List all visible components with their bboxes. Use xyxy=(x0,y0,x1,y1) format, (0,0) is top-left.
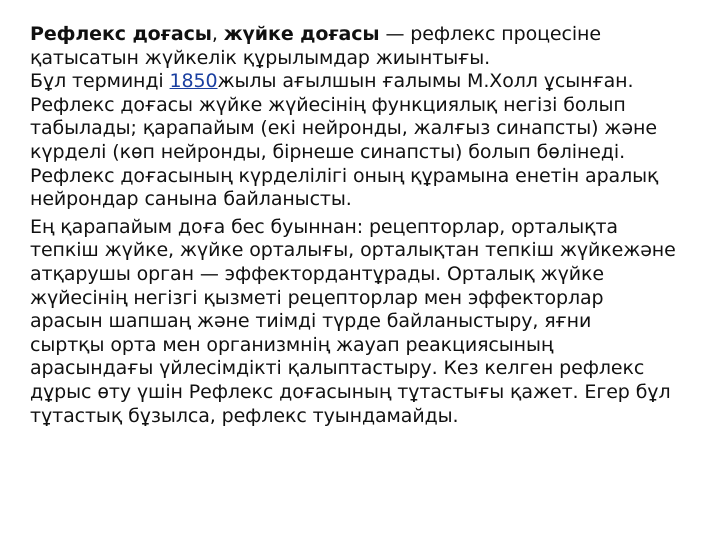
text-line xyxy=(30,23,710,47)
text-line: Ең қарапайым доға бес буыннан: рецепторлар, орталықта xyxy=(30,215,618,238)
separator: , xyxy=(211,23,224,45)
text-line: тұтастық бұзылса, рефлекс туындамайды. xyxy=(30,404,459,427)
paragraph-structure xyxy=(30,216,710,428)
definition-text: — рефлекс процесіне xyxy=(379,23,601,45)
text-body xyxy=(30,23,710,428)
text-line: нейрондар санына байланысты. xyxy=(30,188,352,211)
text-segment: жылы ағылшын ғалымы М.Холл ұсынған. xyxy=(217,70,634,93)
text-line: тепкіш жүйке, жүйке орталығы, орталықтан тепкіш жүйкежәне xyxy=(30,239,676,262)
paragraph-definition xyxy=(30,23,710,212)
term-nerve-arc: жүйке доғасы xyxy=(223,23,380,45)
text-line: дұрыс өту үшін Рефлекс доғасының тұтастығы қажет. Егер бұл xyxy=(30,380,671,403)
text-line: табылады; қарапайым (екі нейронды, жалғыз синапсты) және xyxy=(30,117,657,140)
term-reflex-arc: Рефлекс доғасы xyxy=(30,23,212,45)
text-line: атқарушы орган — эффектордантұрады. Орталық жүйке xyxy=(30,262,605,285)
text-line: қатысатын жүйкелік құрылымдар жиынтығы. xyxy=(30,46,491,69)
text-line: жүйесінің негізгі қызметі рецепторлар мен эффекторлар xyxy=(30,286,604,309)
text-line: сыртқы орта мен организмнің жауап реакциясының xyxy=(30,333,554,356)
text-line: арасын шапшаң және тиімді түрде байланыстыру, яғни xyxy=(30,310,592,333)
text-segment: Бұл терминді xyxy=(30,70,170,93)
year-1850-link[interactable]: 1850 xyxy=(169,70,218,93)
text-line: арасындағы үйлесімдікті қалыптастыру. Кез келген рефлекс xyxy=(30,357,645,380)
text-line: Рефлекс доғасының күрделілігі оның құрамына енетін аралық xyxy=(30,164,659,187)
text-line xyxy=(30,70,710,94)
text-line: Рефлекс доғасы жүйке жүйесінің функциялық негізі болып xyxy=(30,93,626,116)
text-line: күрделі (көп нейронды, бірнеше синапсты) болып бөлінеді. xyxy=(30,140,626,163)
